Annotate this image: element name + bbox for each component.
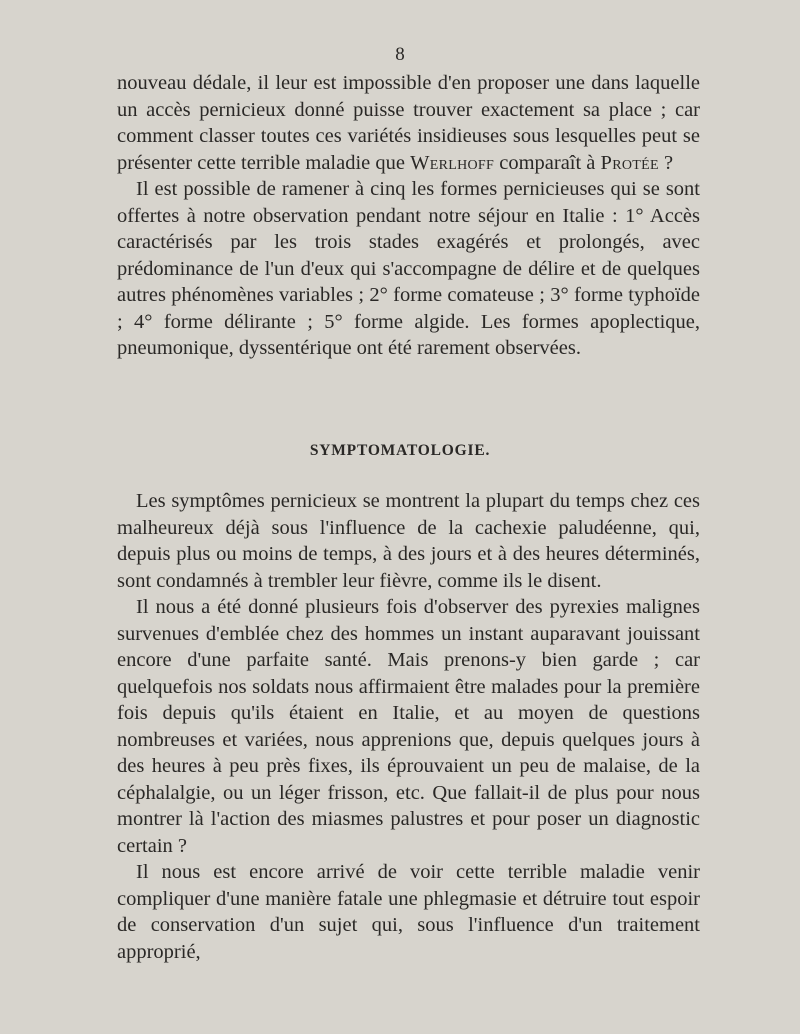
mythological-name: Protée [600, 151, 659, 174]
paragraph: Les symptômes pernicieux se montrent la plupart du temps chez ces malheureux déjà sous l'influence de la cachexie paludéenne, qui, depuis plus ou moins de temps, à des jours et à des heures déterminés, sont condamnés à trembler leur fièvre, comme ils le disent. [117, 490, 700, 592]
section-heading: SYMPTOMATOLOGIE. [309, 442, 491, 459]
text-run: ? [658, 151, 674, 174]
text-run: comparaît à [494, 151, 601, 174]
text-block-top [117, 70, 700, 362]
page-number: 8 [395, 44, 405, 65]
text-run: nouveau dédale, il leur est impossible d'en proposer une dans laquelle un accès pernicieux donné puisse trouver exactement sa place ; car comment classer toutes ces variétés insidieuses sous lesquelles peut se présenter cette terrible maladie que [117, 72, 700, 174]
paragraph: Il nous a été donné plusieurs fois d'observer des pyrexies malignes survenues d'emblée chez des hommes un instant auparavant jouissant encore d'une parfaite santé. Mais prenons-y bien garde ; car quelquefois nos soldats nous affirmaient être malades pour la première fois depuis qu'ils étaient en Italie, et au moyen de questions nombreuses et variées, nous apprenions que, depuis quelques jours à des heures à peu près fixes, ils éprouvaient un peu de malaise, de la céphalalgie, ou un léger frisson, etc. Que fallait-il de plus pour nous montrer là l'action des miasmes palustres et pour poser un diagnostic certain ? [117, 596, 700, 857]
paragraph: Il est possible de ramener à cinq les formes pernicieuses qui se sont offertes à notre observation pendant notre séjour en Italie : 1° Accès caractérisés par les trois stades exagérés et prolongés, avec prédominance de l'un d'eux qui s'accompagne de délire et de quelques autres phénomènes variables ; 2° forme comateuse ; 3° forme typhoïde ; 4° forme délirante ; 5° forme algide. Les formes apoplectique, pneumonique, dyssentérique ont été rarement observées. [117, 178, 700, 359]
text-block-bottom [117, 488, 700, 965]
paragraph [117, 70, 700, 176]
author-name: Werlhoff [410, 151, 495, 174]
paragraph: Il nous est encore arrivé de voir cette terrible maladie venir compliquer d'une manière fatale une phlegmasie et détruire tout espoir de conservation d'un sujet qui, sous l'influence d'un traitement approprié, [117, 861, 700, 963]
